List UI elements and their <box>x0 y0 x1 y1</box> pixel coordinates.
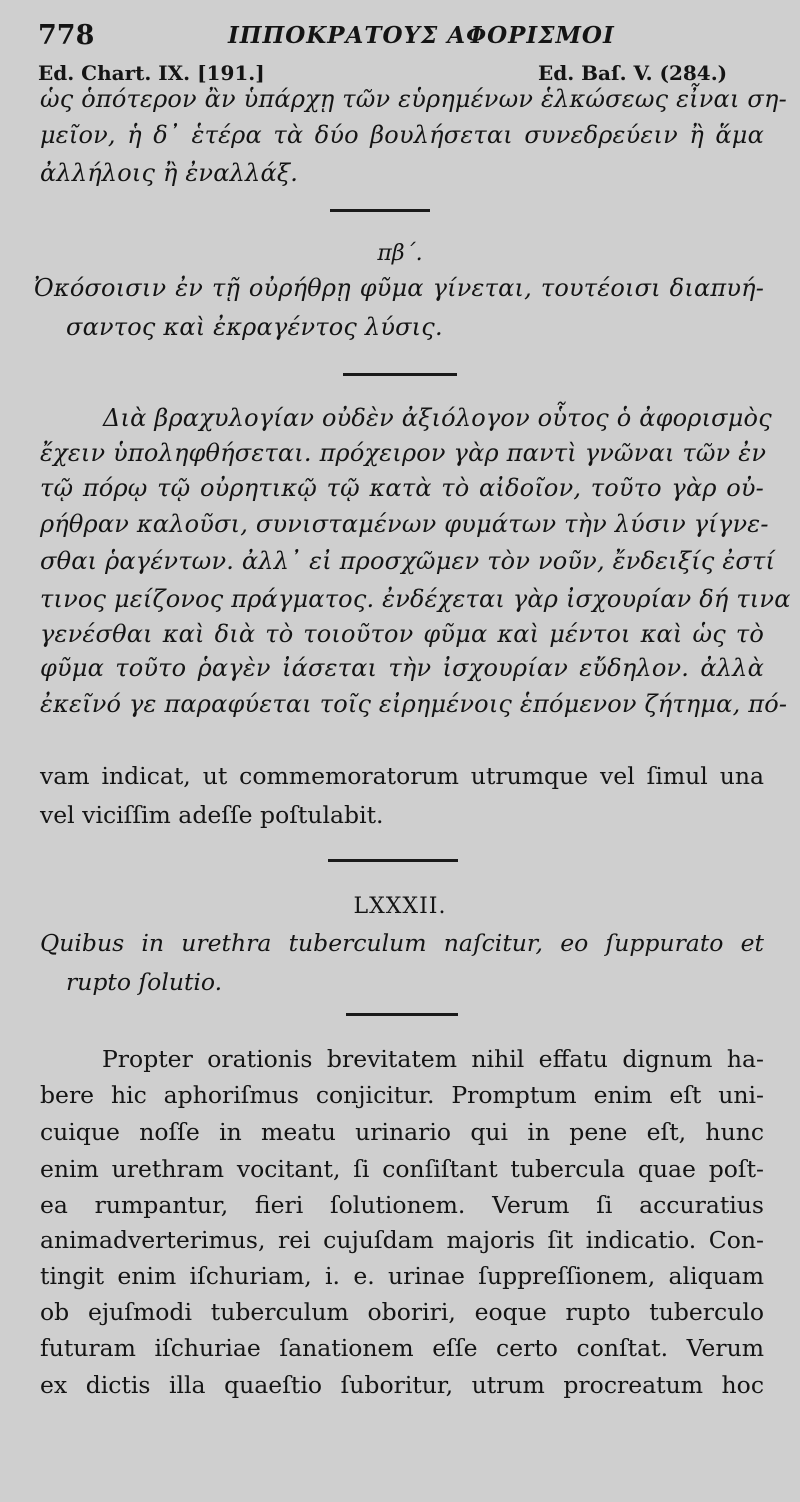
page-number: 778 <box>38 20 95 51</box>
commentary-latin-line: bere hic aphoriſmus conjicitur. Promptum enim eſt uni- <box>40 1081 764 1109</box>
commentary-latin-line: ob ejuſmodi tuberculum oboriri, eoque rupto tuberculo <box>40 1298 764 1326</box>
latin-text-line: vel viciſſim adeſſe poſtulabit. <box>40 801 384 829</box>
commentary-greek-line: τινος μείζονος πράγματος. ἐνδέχεται γὰρ ἰσχουρίαν δή τινα <box>40 585 791 613</box>
edition-left: Ed. Chart. IX. [191.] <box>38 61 265 85</box>
commentary-greek-line: γενέσθαι καὶ διὰ τὸ τοιοῦτον φῦμα καὶ μέντοι καὶ ὡς τὸ <box>40 620 764 648</box>
running-title: ΙΠΠΟΚΡΑΤΟΥΣ ΑΦΟΡΙΣΜΟΙ <box>228 22 615 49</box>
edition-right: Ed. Baſ. V. (284.) <box>538 61 728 85</box>
separator-rule <box>343 373 457 376</box>
commentary-latin-line: cuique noſſe in meatu urinario qui in pene eſt, hunc <box>40 1118 764 1146</box>
commentary-latin-line: Propter orationis brevitatem nihil effatu dignum ha- <box>102 1045 764 1073</box>
commentary-latin-line: ea rumpantur, fieri ſolutionem. Verum ſi accuratius <box>40 1191 764 1219</box>
commentary-greek-line: ἔχειν ὑποληφθήσεται. πρόχειρον γὰρ παντὶ γνῶναι τῶν ἐν <box>40 439 767 467</box>
commentary-greek-line: τῷ πόρῳ τῷ οὐρητικῷ τῷ κατὰ τὸ αἰδοῖον, τοῦτο γὰρ οὐ- <box>40 474 764 502</box>
greek-text-line: ὡς ὁπότερον ἂν ὑπάρχῃ τῶν εὑρημένων ἑλκώσεως εἶναι ση- <box>40 85 787 113</box>
commentary-greek-line: Διὰ βραχυλογίαν οὐδὲν ἀξιόλογον οὗτος ὁ ἀφορισμὸς <box>103 404 772 432</box>
commentary-latin-line: futuram iſchuriae ſanationem eſſe certo conſtat. Verum <box>40 1334 764 1362</box>
aphorism-latin-line: Quibus in urethra tuberculum naſcitur, eo ſuppurato et <box>40 929 764 957</box>
aphorism-latin-line: rupto ſolutio. <box>66 968 223 996</box>
commentary-latin-line: tingit enim iſchuriam, i. e. urinae ſuppreſſionem, aliquam <box>40 1262 764 1290</box>
commentary-latin-line: enim urethram vocitant, ſi conſiſtant tubercula quae poſt- <box>40 1155 764 1183</box>
commentary-greek-line: ἐκεῖνό γε παραφύεται τοῖς εἰρημένοις ἑπόμενον ζήτημα, πό- <box>40 690 788 718</box>
latin-text-line: vam indicat, ut commemoratorum utrumque vel ſimul una <box>40 762 764 790</box>
separator-rule <box>330 209 430 212</box>
greek-text-line: μεῖον, ἡ δ᾽ ἑτέρα τὰ δύο βουλήσεται συνεδρεύειν ἢ ἅμα <box>40 121 764 149</box>
commentary-greek-line: φῦμα τοῦτο ῥαγὲν ἰάσεται τὴν ἰσχουρίαν εὔδηλον. ἀλλὰ <box>40 654 764 682</box>
greek-text-line: ἀλλήλοις ἢ ἐναλλάξ. <box>40 159 299 187</box>
separator-rule <box>346 1013 458 1016</box>
commentary-greek-line: ρήθραν καλοῦσι, συνισταμένων φυμάτων τὴν λύσιν γίγνε- <box>40 510 769 538</box>
commentary-latin-line: animadverterimus, rei cujuſdam majoris ſit indicatio. Con- <box>40 1226 764 1254</box>
separator-rule <box>328 859 458 862</box>
aphorism-greek-line: Ὀκόσοισιν ἐν τῇ οὐρήθρῃ φῦμα γίνεται, τουτέοισι διαπυή- <box>34 274 764 302</box>
latin-aphorism-number: LXXXII. <box>353 894 447 919</box>
greek-aphorism-number: πβ΄. <box>377 241 423 266</box>
aphorism-greek-line: σαντος καὶ ἐκραγέντος λύσις. <box>66 313 443 341</box>
commentary-latin-line: ex dictis illa quaeſtio ſuboritur, utrum procreatum hoc <box>40 1371 764 1399</box>
commentary-greek-line: σθαι ῥαγέντων. ἀλλ᾽ εἰ προσχῶμεν τὸν νοῦν, ἔνδειξίς ἐστί <box>40 547 776 575</box>
